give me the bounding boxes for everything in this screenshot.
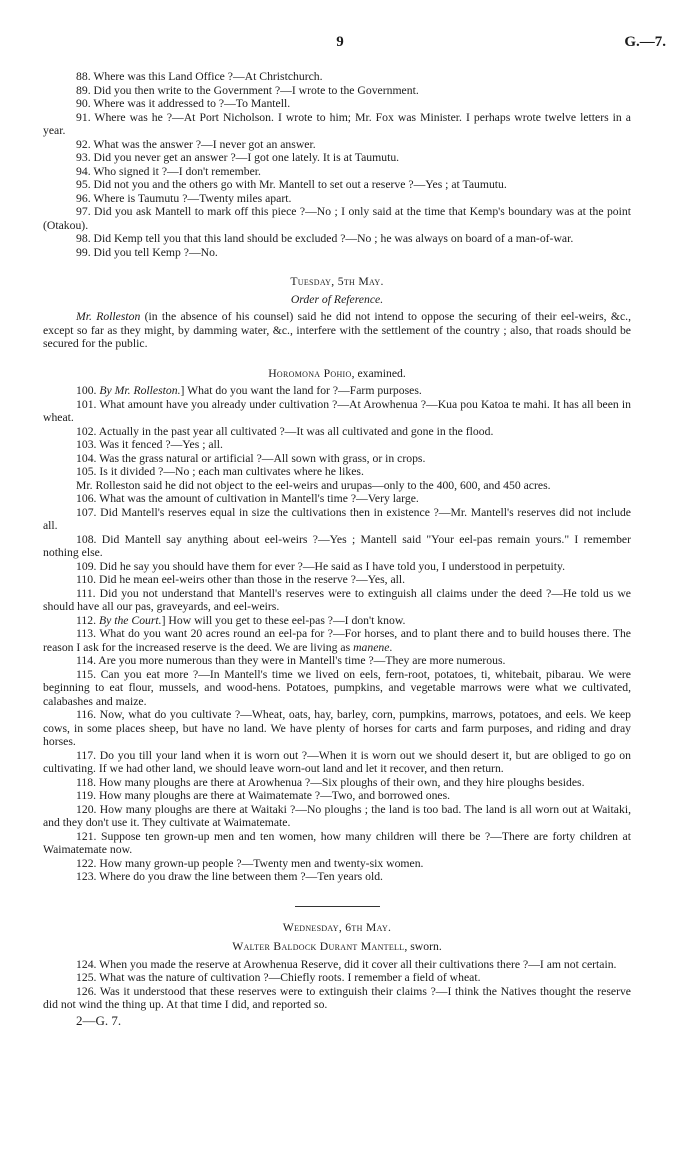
question-text: ] How will you get to these eel-pas ?—I don't know.	[161, 613, 406, 627]
qa-list-second-a	[43, 398, 631, 614]
qa-paragraph: 119. How many ploughs are there at Waimatemate ?—Two, and borrowed ones.	[76, 789, 451, 802]
qa-paragraph: 114. Are you more numerous than they were in Mantell's time ?—They are more numerous.	[76, 654, 506, 667]
qa-list-first	[43, 70, 631, 259]
qa-paragraph: 90. Where was it addressed to ?—To Mantell.	[76, 97, 291, 110]
qa-paragraph: 107. Did Mantell's reserves equal in size the cultivations then in existence ?—Mr. Mantell's reserves did not include all.	[43, 505, 631, 532]
witness-status: , sworn.	[404, 940, 442, 953]
qa-paragraph: 93. Did you never get an answer ?—I got one lately. It is at Taumutu.	[76, 151, 400, 164]
qa-paragraph: 97. Did you ask Mantell to mark off this piece ?—No ; I only said at the time that Kemp's boundary was at the point (Otakou).	[43, 205, 631, 232]
qa-paragraph: Mr. Rolleston said he did not object to the eel-weirs and urupas—only to the 400, 600, and 450 acres.	[76, 478, 551, 492]
qa-paragraph: 122. How many grown-up people ?—Twenty men and twenty-six women.	[76, 856, 424, 870]
qa-paragraph: 124. When you made the reserve at Arowhenua Reserve, did it cover all their cultivations there ?—I am not certain.	[76, 957, 617, 971]
witness-name: Walter Baldock Durant Mantell	[232, 940, 405, 953]
qa-paragraph: 108. Did Mantell say anything about eel-weirs ?—Yes ; Mantell said "Your eel-pas remain yours." I remember nothing else.	[43, 532, 631, 559]
maori-word: manene	[353, 640, 390, 654]
qa-paragraph: 123. Where do you draw the line between them ?—Ten years old.	[76, 870, 383, 883]
section-divider	[295, 906, 380, 907]
qa-list-second-b	[43, 654, 631, 884]
qa-paragraph: 92. What was the answer ?—I never got an answer.	[76, 137, 316, 151]
qa-paragraph: 106. What was the amount of cultivation in Mantell's time ?—Very large.	[76, 492, 419, 505]
rolleston-statement	[43, 310, 631, 351]
qa-paragraph: 91. Where was he ?—At Port Nicholson. I wrote to him; Mr. Fox was Minister. I perhaps wrote twelve letters in a year.	[43, 110, 631, 137]
question-number: 100.	[76, 384, 100, 397]
question-text: ] What do you want the land for ?—Farm purposes.	[180, 384, 422, 397]
statement-text: (in the absence of his counsel) said he did not intend to oppose the securing of their eel-weirs, &c., except so far as they might, by damming water, &c., interfere with the settlement of the country ; also, that roads should be secured for the public.	[43, 310, 631, 350]
qa-paragraph: 102. Actually in the past year all cultivated ?—It was all cultivated and gone in the flood.	[76, 424, 494, 438]
qa-paragraph: 88. Where was this Land Office ?—At Christchurch.	[76, 70, 323, 83]
qa-paragraph: 121. Suppose ten grown-up men and ten women, how many children will there be ?—There are forty children at Waimatemate now.	[43, 829, 631, 856]
qa-paragraph: 117. Do you till your land when it is worn out ?—When it is worn out we should desert it, but are obliged to go on cultivating. If we had other land, we should leave worn-out land and let it recover, and then return.	[43, 748, 631, 775]
qa-paragraph: 101. What amount have you already under cultivation ?—At Arowhenua ?—Kua pou Katoa te mahi. It has all been in wheat.	[43, 397, 631, 424]
witness-name: Horomona Pohio	[268, 366, 352, 380]
qa-paragraph: 120. How many ploughs are there at Waitaki ?—No ploughs ; the land is too bad. The land is all worn out at Waitaki, and they don't use it. They cultivate at Waimatemate.	[43, 802, 631, 829]
witness-status: , examined.	[351, 366, 406, 380]
qa-paragraph: 99. Did you tell Kemp ?—No.	[76, 245, 218, 259]
qa-paragraph: 96. Where is Taumutu ?—Twenty miles apart.	[76, 191, 292, 205]
examiner-name: By Mr. Rolleston.	[99, 384, 181, 397]
qa-paragraph: 89. Did you then write to the Government ?—I wrote to the Government.	[76, 83, 419, 97]
order-of-reference-heading: Order of Reference.	[290, 292, 384, 306]
paper-reference: G.—7.	[624, 34, 666, 50]
qa-paragraph: 110. Did he mean eel-weirs other than those in the reserve ?—Yes, all.	[76, 573, 406, 586]
question-112	[43, 614, 631, 628]
qa-list-third	[43, 958, 631, 1012]
page-body	[43, 70, 631, 1027]
qa-paragraph: 125. What was the nature of cultivation ?—Chiefly roots. I remember a field of wheat.	[76, 971, 481, 984]
question-number: 112.	[76, 613, 99, 627]
qa-paragraph: 94. Who signed it ?—I don't remember.	[76, 164, 261, 178]
witness-heading-1	[43, 367, 631, 381]
qa-paragraph: 118. How many ploughs are there at Arowhenua ?—Six ploughs of their own, and they hire ploughs besides.	[76, 775, 585, 789]
qa-paragraph: 126. Was it understood that these reserves were to extinguish their claims ?—I think the Natives thought the reserve did not wind the thing up. At that time I did, and reported so.	[43, 984, 631, 1011]
question-end: .	[389, 640, 393, 654]
qa-paragraph: 115. Can you eat more ?—In Mantell's time we lived on eels, fern-root, potatoes, ti, whitebait, pibarau. We were beginning to eat flour, mussels, and wood-hens. Potatoes, pumpkins, and vegetable marrows were what we cultivated, calabashes and maize.	[43, 667, 631, 708]
qa-paragraph: 98. Did Kemp tell you that this land should be excluded ?—No ; he was always on board of a man-of-war.	[76, 232, 574, 245]
question-100	[43, 384, 631, 398]
qa-paragraph: 111. Did you not understand that Mantell's reserves were to extinguish all claims under the deed ?—He told us we should have all our pas, graveyards, and eel-weirs.	[43, 586, 631, 613]
witness-heading-2	[43, 940, 631, 954]
signature-mark: 2—G. 7.	[76, 1012, 122, 1028]
qa-paragraph: 104. Was the grass natural or artificial ?—All sown with grass, or in crops.	[76, 451, 426, 465]
sitting-date-wednesday: Wednesday, 6th May.	[282, 920, 392, 934]
question-113	[43, 627, 631, 654]
page-number: 9	[336, 34, 344, 50]
qa-paragraph: 109. Did he say you should have them for ever ?—He said as I have told you, I understood in perpetuity.	[76, 559, 566, 573]
statement-speaker: Mr. Rolleston	[76, 310, 141, 323]
qa-paragraph: 95. Did not you and the others go with Mr. Mantell to set out a reserve ?—Yes ; at Taumutu.	[76, 178, 507, 191]
qa-paragraph: 105. Is it divided ?—No ; each man cultivates where he likes.	[76, 465, 364, 478]
sitting-date-tuesday: Tuesday, 5th May.	[290, 275, 384, 288]
qa-paragraph: 116. Now, what do you cultivate ?—Wheat, oats, hay, barley, corn, pumpkins, marrows, potatoes, and eels. We keep cows, in some places sheep, but have no land. We have plenty of horses for carts and farm purposes, and riding and dray horses.	[43, 708, 631, 748]
examiner-name: By the Court.	[98, 613, 162, 627]
qa-paragraph: 103. Was it fenced ?—Yes ; all.	[76, 438, 223, 451]
question-text: 113. What do you want 20 acres round an eel-pa for ?—For horses, and to plant there and to build houses there. The reason I ask for the increased reserve is the deed. We are living as	[43, 627, 631, 654]
